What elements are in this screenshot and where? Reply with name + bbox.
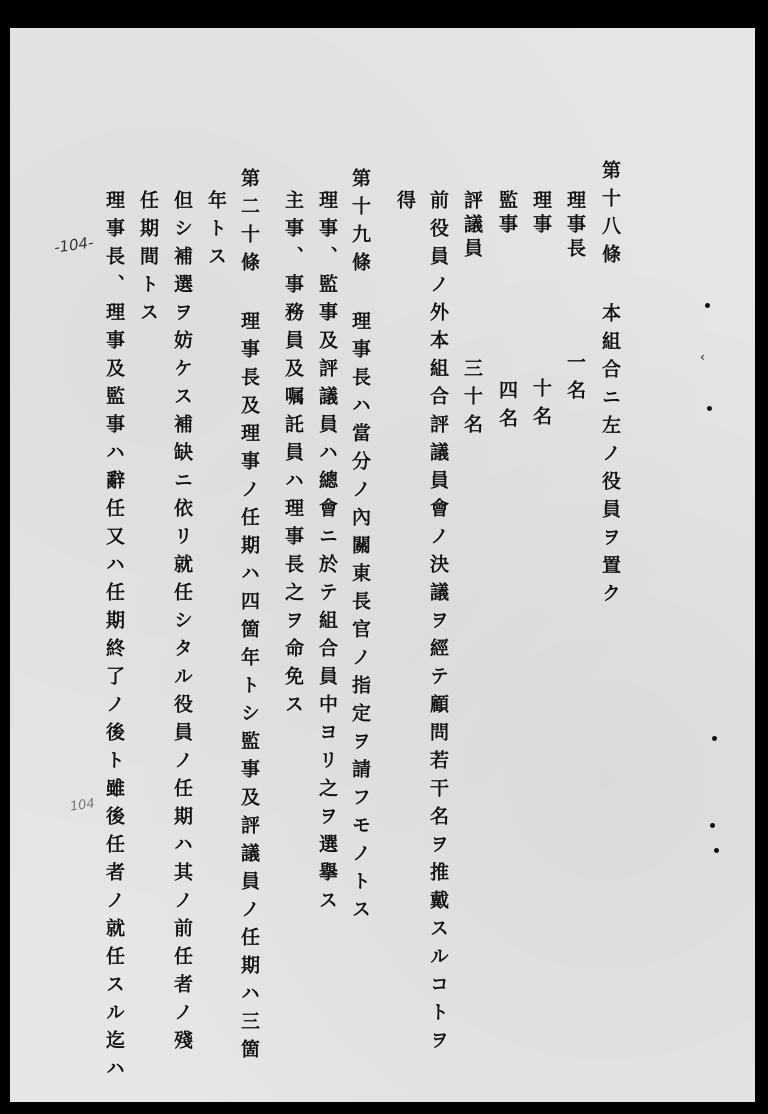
article-20-heading: 第二十條 理事長及理事ノ任期ハ四箇年トシ監事及評議員ノ任期ハ三箇: [238, 168, 260, 1067]
binding-hole: [710, 823, 715, 828]
article-18-directors: [531, 190, 550, 434]
article-18-heading: 第十八條 本組合ニ左ノ役員ヲ置ク: [599, 160, 621, 611]
article-19-heading: 第十九條 理事長ハ當分ノ內關東長官ノ指定ヲ請フモノトス: [349, 168, 371, 927]
role-label: 理事長: [564, 190, 586, 262]
page-number: -104-: [52, 233, 95, 257]
article-18-councillors: [462, 190, 481, 442]
document-page: [10, 28, 755, 1102]
page-number-faint: 104: [69, 796, 96, 815]
role-count: 一名: [564, 352, 586, 408]
article-18-chief-director: [565, 190, 584, 408]
article-18-auditors: [497, 190, 516, 436]
role-count: 三十名: [461, 358, 483, 442]
binding-hole: [712, 736, 717, 741]
binding-hole: [707, 406, 712, 411]
binding-hole: [705, 303, 710, 308]
role-count: 四名: [496, 380, 518, 436]
article-19-body-2: 主事、事務員及嘱託員ハ理事長之ヲ命免ス: [282, 190, 304, 722]
margin-mark: ‹: [700, 350, 705, 364]
article-18-body-2: 得: [394, 190, 416, 218]
role-label: 理事: [530, 190, 552, 238]
article-20-body-3: 任期間トス: [137, 190, 159, 330]
article-19-body-1: 理事、監事及評議員ハ總會ニ於テ組合員中ヨリ之ヲ選擧ス: [316, 190, 338, 918]
article-18-body-1: 前役員ノ外本組合評議員會ノ決議ヲ經テ顧問若干名ヲ推戴スルコトヲ: [427, 190, 449, 1058]
article-20-body-4: 理事長、理事及監事ハ辭任又ハ任期終了ノ後ト雖後任者ノ就任スル迄ハ: [103, 190, 125, 1086]
role-label: 監事: [496, 190, 518, 238]
role-count: 十名: [530, 378, 552, 434]
binding-hole: [714, 848, 719, 853]
article-20-body-2: 但シ補選ヲ妨ケス補缺ニ依リ就任シタル役員ノ任期ハ其ノ前任者ノ殘: [171, 190, 193, 1058]
role-label: 評議員: [461, 190, 483, 262]
article-20-body-1: 年トス: [205, 190, 227, 274]
